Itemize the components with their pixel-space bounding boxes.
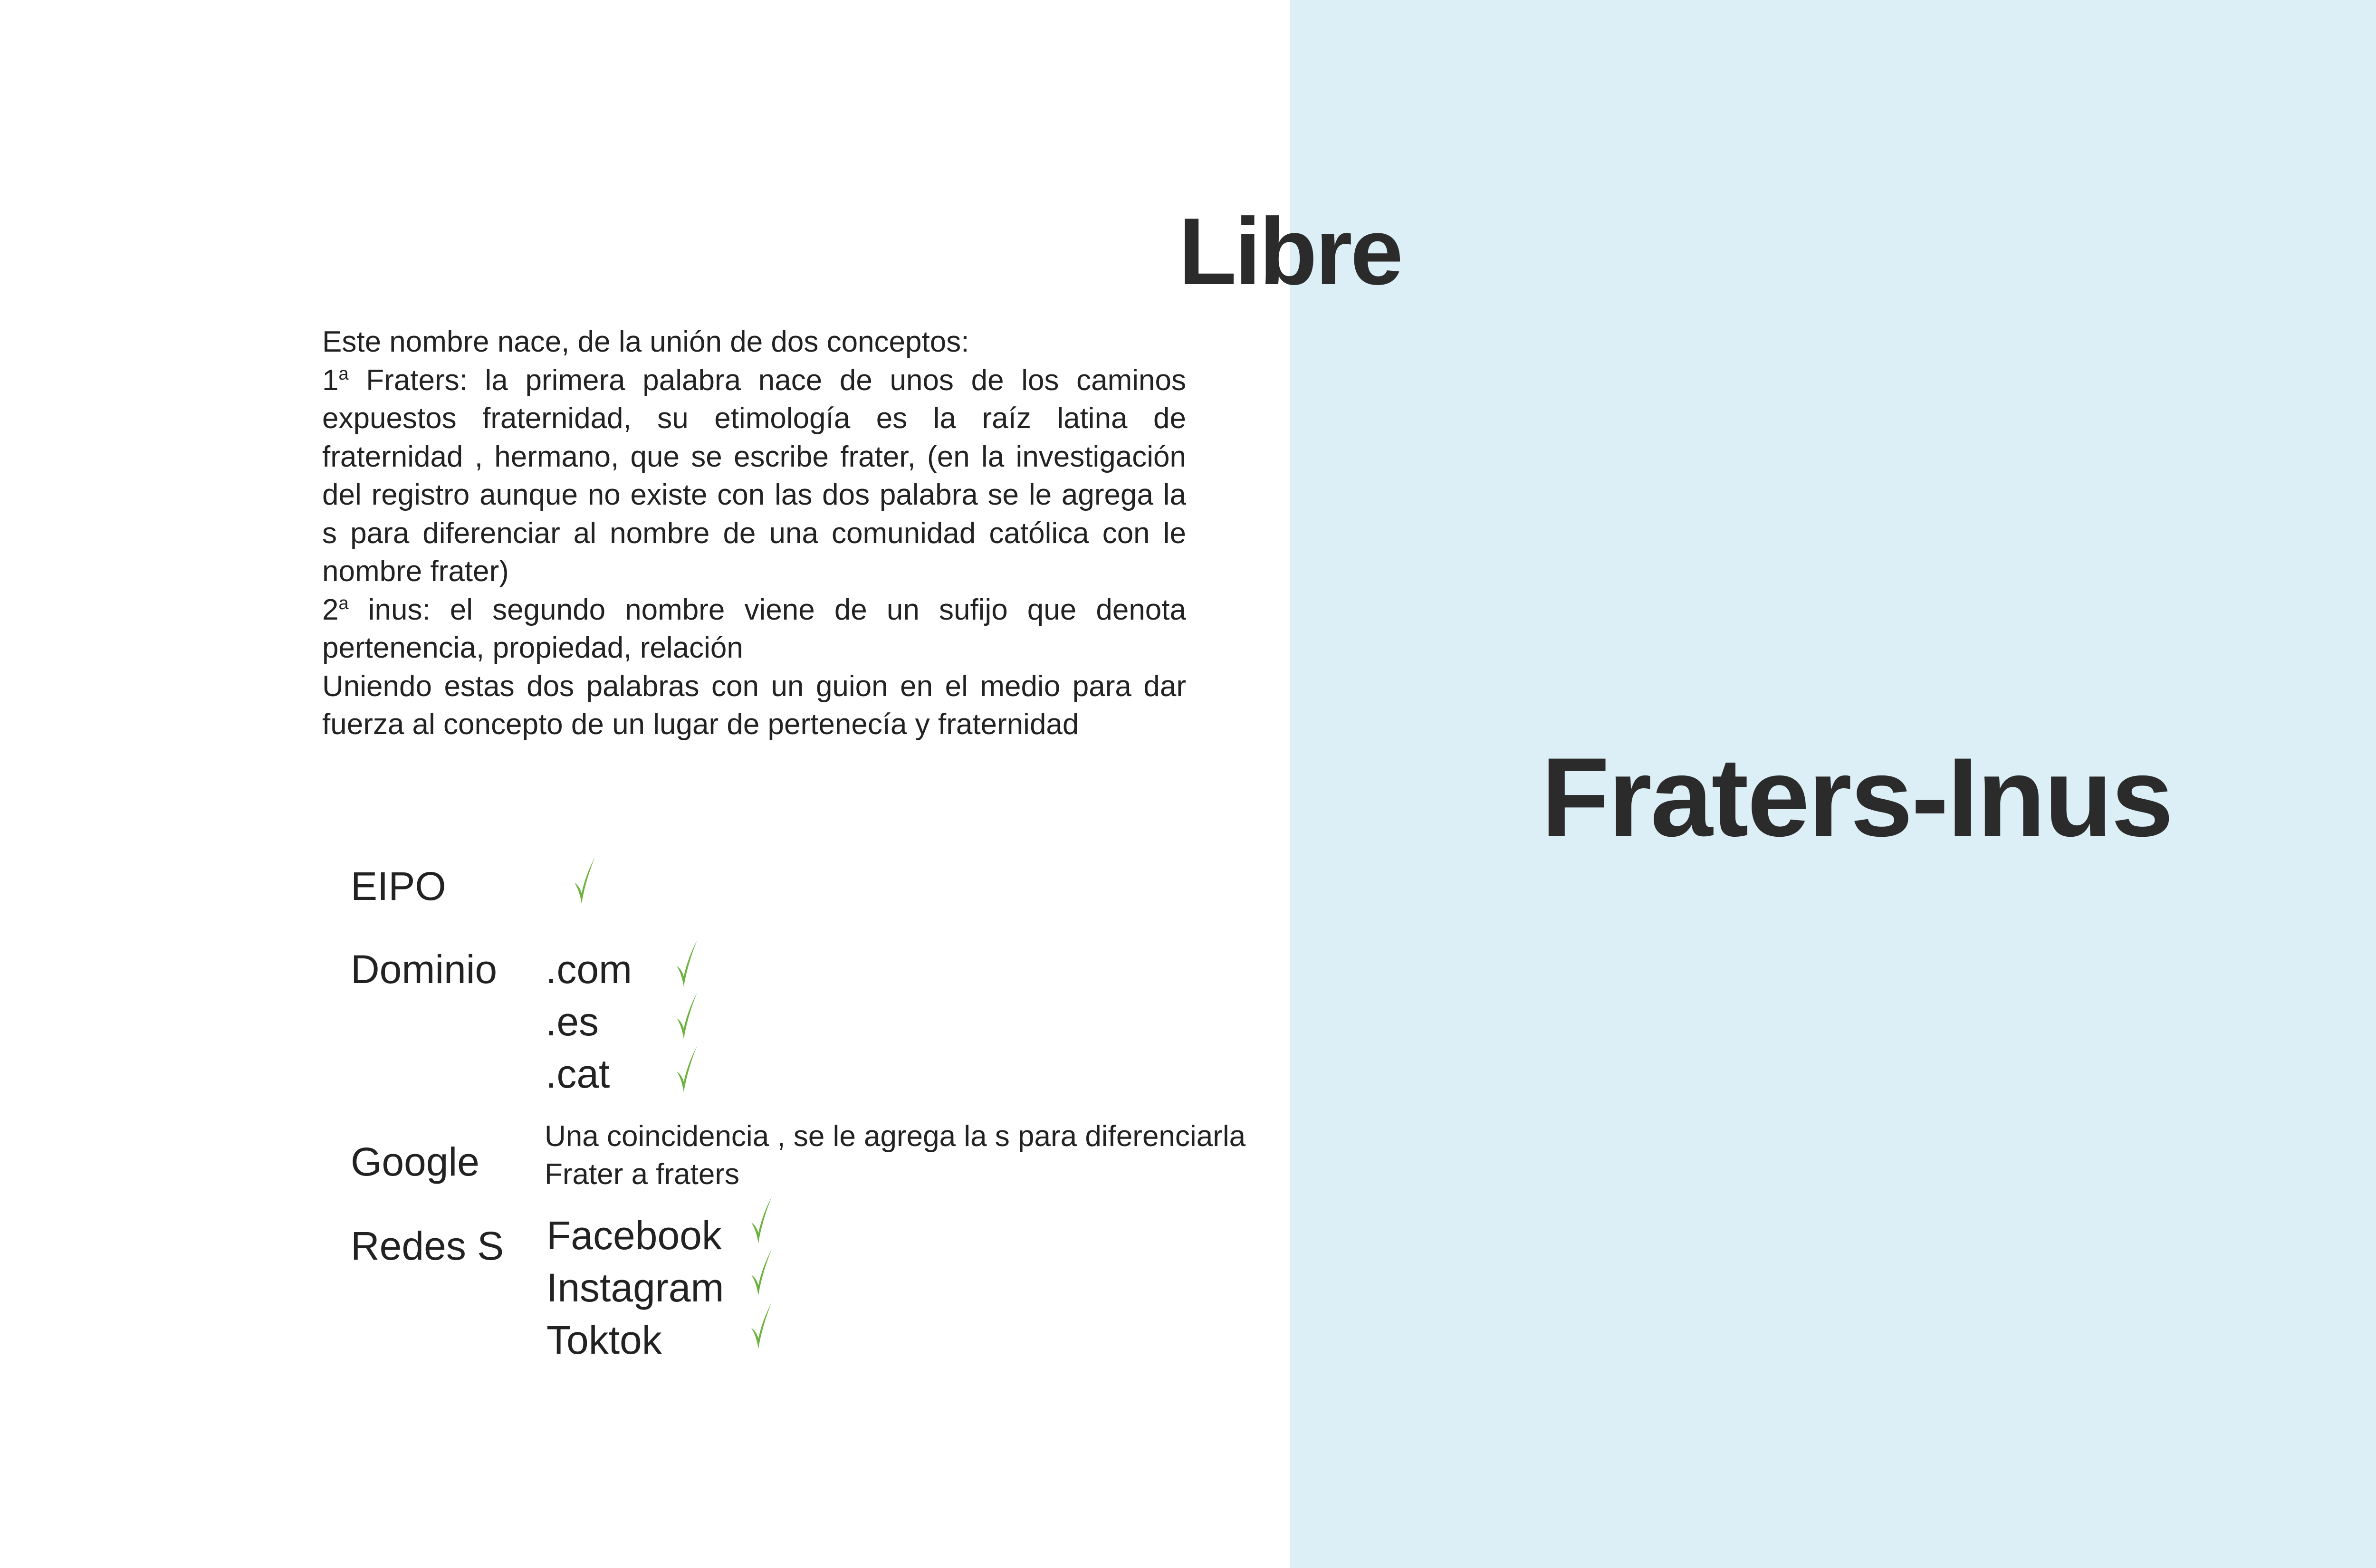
description-paragraph-3: Uniendo estas dos palabras con un guion en el medio para dar fuerza al concepto de un lugar de pertenecía y fraternidad: [322, 669, 1186, 741]
p2-number: 2: [322, 593, 339, 626]
google-note-line-2: Frater a fraters: [545, 1158, 739, 1191]
domain-cat: .cat: [546, 1052, 610, 1096]
dominio-label: Dominio: [351, 947, 498, 992]
description-text: [322, 323, 1186, 744]
heading-libre: Libre: [1178, 199, 1401, 305]
check-icon: [749, 1195, 773, 1246]
redes-label: Redes S: [351, 1224, 504, 1268]
social-toktok: Toktok: [546, 1318, 662, 1362]
domain-es: .es: [546, 999, 599, 1044]
check-icon: [675, 991, 699, 1042]
check-icon: [675, 938, 699, 990]
p1-number: 1: [322, 363, 339, 397]
social-instagram: Instagram: [546, 1265, 724, 1310]
google-label: Google: [351, 1139, 479, 1184]
brand-name: Fraters-Inus: [1541, 735, 2172, 860]
eipo-label: EIPO: [351, 864, 446, 908]
check-icon: [749, 1300, 773, 1352]
p1-ordinal: a: [338, 363, 349, 384]
google-note-line-1: Una coincidencia , se le agrega la s para diferenciarla: [545, 1120, 1246, 1153]
check-icon: [675, 1044, 699, 1095]
p1-text: Fraters: la primera palabra nace de unos de los caminos expuestos fraternidad, su etimología es la raíz latina de fraternidad , hermano, que se escribe frater, (en la investigación del registro aunque no existe con las dos palabra se le agrega la s para diferenciar al nombre de una comunidad católica con le nombre frater): [322, 363, 1186, 588]
description-intro: Este nombre nace, de la unión de dos conceptos:: [322, 325, 969, 358]
description-paragraph-2: [322, 591, 1186, 668]
p2-ordinal: a: [338, 593, 349, 613]
description-paragraph-1: [322, 362, 1186, 591]
p2-text: inus: el segundo nombre viene de un sufijo que denota pertenencia, propiedad, relación: [322, 593, 1186, 664]
domain-com: .com: [546, 947, 632, 992]
check-icon: [749, 1247, 773, 1299]
check-icon: [573, 855, 596, 907]
social-facebook: Facebook: [546, 1213, 722, 1258]
